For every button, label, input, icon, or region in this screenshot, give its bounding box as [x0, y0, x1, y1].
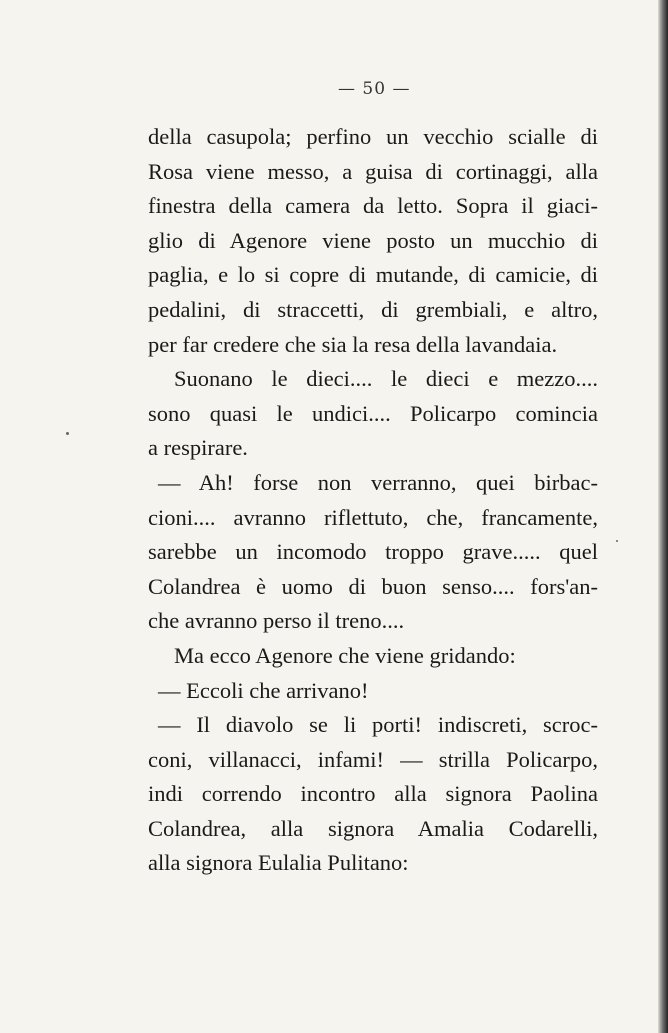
text-line: cioni.... avranno riflettuto, che, francamente,: [148, 504, 598, 530]
text-line: — Il diavolo se li porti! indiscreti, scroc-: [158, 712, 598, 738]
text-line: alla signora Eulalia Pulitano:: [148, 850, 409, 876]
text-line: a respirare.: [148, 435, 248, 461]
text-line: Ma ecco Agenore che viene gridando:: [174, 642, 516, 668]
text-line: della casupola; perfino un vecchio scialle di: [148, 124, 598, 149]
text-line: indi correndo incontro alla signora Paolina: [148, 781, 598, 807]
paper-speck: [66, 432, 69, 435]
text-line: Colandrea, alla signora Amalia Codarelli,: [148, 815, 598, 841]
text-line: finestra della camera da letto. Sopra il giaci-: [148, 193, 598, 219]
page-number: — 50 —: [338, 79, 411, 99]
text-line: Suonano le dieci.... le dieci e mezzo....: [174, 366, 598, 392]
text-line: paglia, e lo si copre di mutande, di camicie, di: [148, 262, 598, 288]
text-line: glio di Agenore viene posto un mucchio di: [148, 227, 598, 253]
text-line: — Eccoli che arrivano!: [158, 677, 369, 703]
page-edge-shadow: [658, 0, 668, 1033]
text-line: pedalini, di straccetti, di grembiali, e altro,: [148, 296, 598, 322]
body-text: [148, 120, 598, 881]
text-line: — Ah! forse non verranno, quei birbac-: [158, 469, 598, 495]
paper-speck: [616, 540, 618, 542]
text-line: sono quasi le undici.... Policarpo comincia: [148, 400, 598, 426]
text-line: per far credere che sia la resa della lavandaia.: [148, 331, 558, 357]
text-line: Rosa viene messo, a guisa di cortinaggi, alla: [148, 158, 598, 184]
text-line: coni, villanacci, infami! — strilla Policarpo,: [148, 746, 598, 772]
text-line: Colandrea è uomo di buon senso.... fors'an-: [148, 573, 598, 599]
text-line: che avranno perso il treno....: [148, 608, 405, 634]
text-line: sarebbe un incomodo troppo grave..... quel: [148, 539, 598, 565]
